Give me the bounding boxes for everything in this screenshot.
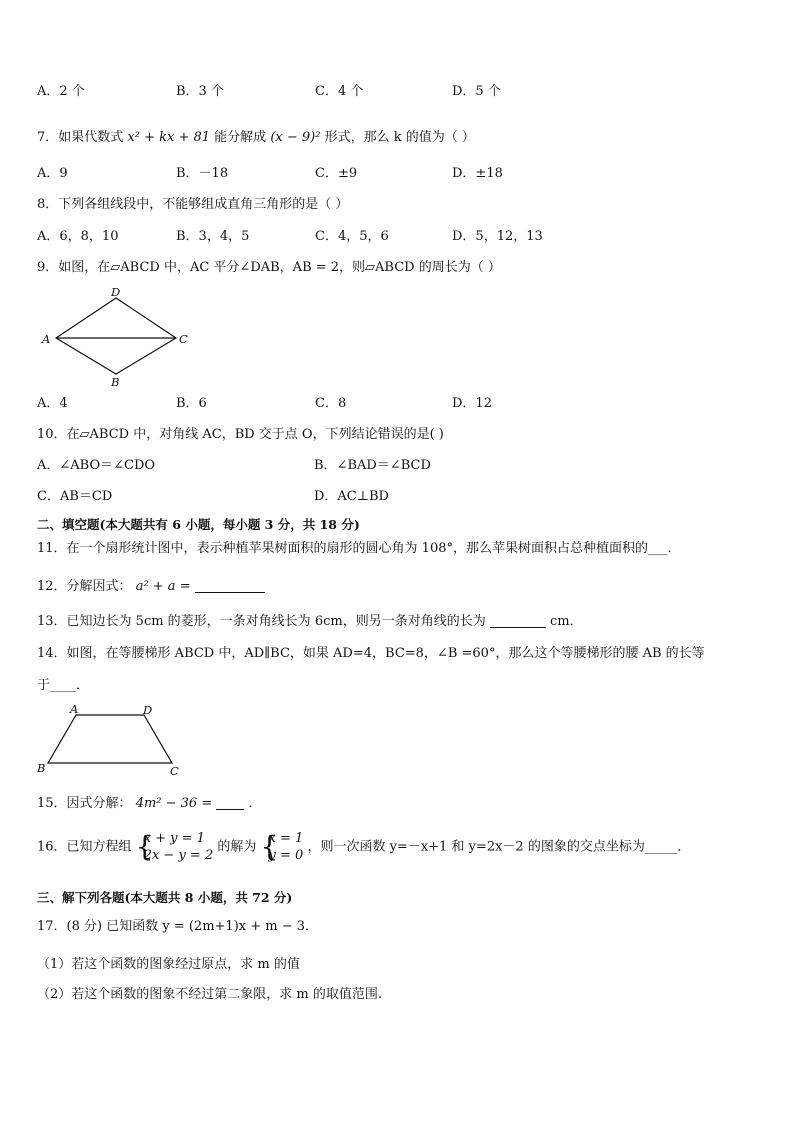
q15-expression: 4m² − 36 = <box>135 796 213 811</box>
q17-question: 17．(8 分) 已知函数 y = (2m+1)x + m − 3． <box>37 919 319 934</box>
q14-label-c: C <box>170 764 179 778</box>
section-fill-in-blank-heading: 二、填空题(本大题共有 6 小题，每小题 3 分，共 18 分) <box>37 517 360 532</box>
q14-question-line1: 14．如图，在等腰梯形 ABCD 中，AD∥BC，如果 AD=4，BC=8，∠B =60°，那么这个等腰梯形的腰 AB 的长等 <box>37 646 705 661</box>
q15-suffix: ． <box>248 796 262 811</box>
q9-options <box>37 395 757 413</box>
q7-mid: 能分解成 <box>214 130 267 145</box>
q16-equation-system <box>136 830 214 864</box>
q9-label-c: C <box>179 332 188 346</box>
q9-label-a: A <box>42 332 51 346</box>
q14-label-a: A <box>70 702 79 716</box>
q7-suffix: 形式，那么 k 的值为（ ） <box>324 130 475 145</box>
q10-option-b: B．∠BAD＝∠BCD <box>314 458 431 473</box>
q13-prefix: 13．已知边长为 5cm 的菱形，一条对角线长为 6cm，则另一条对角线的长为 <box>37 614 486 629</box>
q12-question <box>37 578 265 596</box>
q16-question <box>37 830 690 865</box>
q13-suffix: cm． <box>549 614 583 629</box>
q17-part1: （1）若这个函数的图象经过原点，求 m 的值 <box>37 957 300 972</box>
q8-question: 8．下列各组线段中，不能够组成直角三角形的是（ ） <box>37 197 349 212</box>
q12-answer-blank <box>195 578 265 593</box>
q9-option-c: C．8 <box>315 396 347 411</box>
q15-question <box>37 795 262 813</box>
q11-question: 11．在一个扇形统计图中，表示种植苹果树面积的扇形的圆心角为 108°，那么苹果树面积占总种植面积的___． <box>37 541 681 556</box>
q16-suffix: ，则一次函数 y=－x+1 和 y=2x－2 的图象的交点坐标为_____． <box>307 839 691 855</box>
q9-label-d: D <box>111 286 121 299</box>
q10-question: 10．在▱ABCD 中，对角线 AC，BD 交于点 O，下列结论错误的是( ) <box>37 427 444 442</box>
section-solve-heading: 三、解下列各题(本大题共 8 小题，共 72 分) <box>37 890 293 905</box>
q12-prefix: 12．分解因式： <box>37 579 132 594</box>
q10-option-a: A．∠ABO＝∠CDO <box>37 458 156 473</box>
q7-option-c: C．±9 <box>315 166 358 181</box>
q10-options-row2 <box>37 488 757 506</box>
q7-option-a: A．9 <box>37 166 68 181</box>
q14-question-line2: 于____． <box>37 678 90 693</box>
q12-expression: a² + a = <box>135 579 191 594</box>
q9-label-b: B <box>111 375 120 388</box>
q14-label-b: B <box>37 761 46 775</box>
q16-mid: 的解为 <box>217 839 257 855</box>
q15-prefix: 15．因式分解： <box>37 796 132 811</box>
q16-solution-2: y = 0 <box>268 848 304 863</box>
q14-trapezoid-figure <box>34 700 194 782</box>
q13-answer-blank <box>490 613 546 628</box>
q13-question <box>37 613 583 631</box>
q16-solution-brace-icon: { <box>260 830 279 863</box>
q8-option-c: C．4，5，6 <box>315 229 389 244</box>
q16-prefix: 16．已知方程组 <box>37 839 132 855</box>
q10-option-c: C．AB＝CD <box>37 489 113 504</box>
q14-trapezoid-outline <box>48 715 172 763</box>
q16-solution-system <box>261 830 304 864</box>
q7-options <box>37 165 757 183</box>
q14-label-d: D <box>143 703 153 717</box>
q9-question: 9．如图，在▱ABCD 中，AC 平分∠DAB，AB = 2，则▱ABCD 的周长为（ ） <box>37 260 501 275</box>
q16-solution-1: x = 1 <box>268 831 304 846</box>
q9-option-b: B．6 <box>176 396 207 411</box>
q16-equation-2: 2x − y = 2 <box>143 848 214 863</box>
q6-options <box>37 83 757 101</box>
q7-option-d: D．±18 <box>452 166 503 181</box>
q6-option-b: B．3 个 <box>176 84 224 99</box>
q17-part2: （2）若这个函数的图象不经过第二象限，求 m 的取值范围. <box>37 987 382 1002</box>
q9-rhombus-figure <box>36 286 196 388</box>
q7-form: (x − 9)² <box>270 130 321 145</box>
q8-option-a: A．6，8，10 <box>37 229 119 244</box>
q16-brace-icon: { <box>135 830 154 863</box>
q9-option-a: A．4 <box>37 396 68 411</box>
q6-option-d: D．5 个 <box>452 84 501 99</box>
q16-equation-1: x + y = 1 <box>143 831 205 846</box>
q15-answer-blank <box>216 795 244 810</box>
q7-prefix: 7．如果代数式 <box>37 130 124 145</box>
q10-options-row1 <box>37 457 757 475</box>
q6-option-a: A．2 个 <box>37 84 85 99</box>
q8-option-b: B．3，4，5 <box>176 229 250 244</box>
q6-option-c: C．4 个 <box>315 84 364 99</box>
q9-option-d: D．12 <box>452 396 492 411</box>
q7-option-b: B．－18 <box>176 166 229 181</box>
q7-question <box>37 129 475 147</box>
q7-expression: x² + kx + 81 <box>127 130 211 145</box>
q10-option-d: D．AC⊥BD <box>314 489 389 504</box>
q8-option-d: D．5，12，13 <box>452 229 543 244</box>
q8-options <box>37 228 757 246</box>
q9-rhombus-outline <box>56 298 176 374</box>
